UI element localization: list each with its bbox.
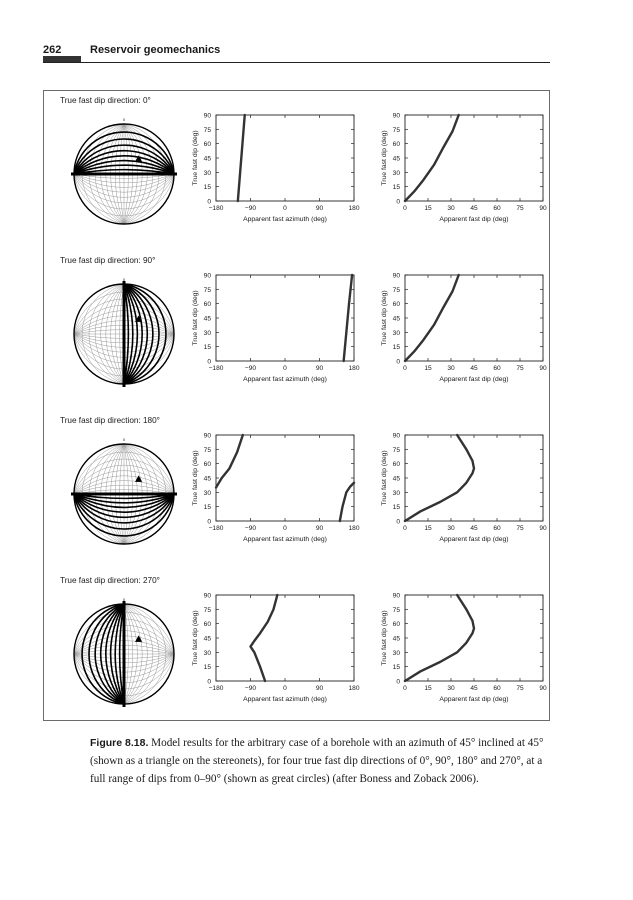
y-tick-label: 60 bbox=[392, 301, 400, 309]
x-tick-label: 90 bbox=[539, 365, 547, 372]
y-tick-label: 30 bbox=[392, 329, 400, 337]
row-title: True fast dip direction: 270° bbox=[60, 576, 160, 585]
y-tick-label: 45 bbox=[203, 155, 211, 163]
dip-zero-bar bbox=[71, 173, 177, 176]
x-tick-label: 15 bbox=[424, 525, 432, 532]
x-tick-label: 90 bbox=[315, 525, 324, 532]
y-tick-label: 0 bbox=[207, 518, 211, 526]
y-axis-label: True fast dip (deg) bbox=[381, 290, 388, 346]
figure-caption bbox=[90, 734, 550, 788]
x-tick-label: 0 bbox=[283, 685, 287, 692]
x-tick-label: 60 bbox=[493, 525, 501, 532]
y-tick-label: 60 bbox=[203, 621, 211, 629]
y-tick-label: 45 bbox=[203, 475, 211, 483]
row-title: True fast dip direction: 0° bbox=[60, 96, 151, 105]
dip-zero-bar bbox=[71, 493, 177, 496]
x-tick-label: −90 bbox=[244, 685, 257, 692]
y-tick-label: 0 bbox=[207, 358, 211, 366]
x-tick-label: 30 bbox=[447, 205, 455, 212]
y-tick-label: 30 bbox=[203, 649, 211, 657]
row-title: True fast dip direction: 180° bbox=[60, 416, 160, 425]
y-tick-label: 45 bbox=[392, 635, 400, 643]
x-tick-label: 30 bbox=[447, 685, 455, 692]
x-tick-label: 60 bbox=[493, 685, 501, 692]
y-tick-label: 90 bbox=[203, 432, 211, 440]
y-tick-label: 15 bbox=[392, 664, 400, 672]
row-title: True fast dip direction: 90° bbox=[60, 256, 156, 265]
y-axis-label: True fast dip (deg) bbox=[192, 290, 199, 346]
y-tick-label: 0 bbox=[396, 518, 400, 526]
x-tick-label: 180 bbox=[348, 685, 360, 692]
y-tick-label: 75 bbox=[203, 606, 211, 614]
y-tick-label: 90 bbox=[392, 112, 400, 120]
y-tick-label: 45 bbox=[203, 635, 211, 643]
x-tick-label: 15 bbox=[424, 365, 432, 372]
x-tick-label: 180 bbox=[348, 525, 360, 532]
x-tick-label: 90 bbox=[539, 205, 547, 212]
y-tick-label: 75 bbox=[203, 126, 211, 134]
x-tick-label: 90 bbox=[315, 685, 324, 692]
y-tick-label: 0 bbox=[207, 198, 211, 206]
y-tick-label: 30 bbox=[392, 649, 400, 657]
y-tick-label: 15 bbox=[392, 504, 400, 512]
x-tick-label: 45 bbox=[470, 685, 478, 692]
y-tick-label: 75 bbox=[203, 286, 211, 294]
y-tick-label: 90 bbox=[203, 592, 211, 600]
great-circle-family bbox=[82, 366, 633, 900]
x-tick-label: 15 bbox=[424, 205, 432, 212]
y-tick-label: 15 bbox=[203, 184, 211, 192]
y-tick-label: 45 bbox=[392, 155, 400, 163]
x-tick-label: 45 bbox=[470, 525, 478, 532]
y-tick-label: 15 bbox=[392, 344, 400, 352]
y-tick-label: 15 bbox=[203, 344, 211, 352]
y-tick-label: 90 bbox=[203, 112, 211, 120]
plot-frame bbox=[216, 115, 354, 201]
dip-panel bbox=[381, 593, 547, 704]
y-tick-label: 30 bbox=[392, 169, 400, 177]
x-tick-label: 60 bbox=[493, 205, 501, 212]
y-tick-label: 45 bbox=[392, 475, 400, 483]
plot-frame bbox=[216, 275, 354, 361]
plot-frame bbox=[405, 115, 543, 201]
y-tick-label: 15 bbox=[203, 504, 211, 512]
y-tick-label: 45 bbox=[203, 315, 211, 323]
grid-longitude bbox=[120, 0, 633, 462]
y-tick-label: 0 bbox=[396, 678, 400, 686]
x-tick-label: 15 bbox=[424, 685, 432, 692]
x-tick-label: 0 bbox=[283, 205, 287, 212]
y-tick-label: 60 bbox=[392, 621, 400, 629]
y-tick-label: 90 bbox=[203, 272, 211, 280]
north-label: 0 bbox=[122, 277, 126, 282]
x-tick-label: 75 bbox=[516, 205, 524, 212]
x-tick-label: 0 bbox=[403, 365, 407, 372]
x-tick-label: 0 bbox=[403, 525, 407, 532]
x-tick-label: 75 bbox=[516, 685, 524, 692]
y-tick-label: 60 bbox=[203, 461, 211, 469]
x-tick-label: 0 bbox=[403, 205, 407, 212]
y-tick-label: 15 bbox=[203, 664, 211, 672]
x-tick-label: 75 bbox=[516, 365, 524, 372]
y-axis-label: True fast dip (deg) bbox=[381, 450, 388, 506]
dip-panel bbox=[381, 433, 547, 544]
y-tick-label: 75 bbox=[392, 606, 400, 614]
x-tick-label: −90 bbox=[244, 365, 257, 372]
y-tick-label: 0 bbox=[396, 198, 400, 206]
x-tick-label: −180 bbox=[208, 525, 224, 532]
caption-text: Model results for the arbitrary case of a borehole with an azimuth of 45° inclined at 45° (shown as a triangle on the stereonets), for four true fast dip directions of 0°, 90°, 180° and 270°, at a full range of dips from 0–90° (shown as great circles) (after Boness and Zoback 2006). bbox=[90, 737, 544, 785]
x-axis-label: Apparent fast azimuth (deg) bbox=[243, 536, 327, 543]
x-axis-label: Apparent fast dip (deg) bbox=[439, 376, 509, 383]
x-tick-label: 60 bbox=[493, 365, 501, 372]
x-axis-label: Apparent fast azimuth (deg) bbox=[243, 216, 327, 223]
y-tick-label: 60 bbox=[392, 461, 400, 469]
x-tick-label: 90 bbox=[315, 205, 324, 212]
y-tick-label: 75 bbox=[203, 446, 211, 454]
azimuth-panel bbox=[192, 273, 360, 384]
x-tick-label: −180 bbox=[208, 365, 224, 372]
y-tick-label: 75 bbox=[392, 446, 400, 454]
y-tick-label: 30 bbox=[203, 329, 211, 337]
x-tick-label: −180 bbox=[208, 205, 224, 212]
y-axis-label: True fast dip (deg) bbox=[192, 450, 199, 506]
x-axis-label: Apparent fast azimuth (deg) bbox=[243, 376, 327, 383]
north-label: 0 bbox=[122, 597, 126, 602]
y-tick-label: 60 bbox=[203, 301, 211, 309]
x-tick-label: 90 bbox=[315, 365, 324, 372]
y-tick-label: 30 bbox=[203, 489, 211, 497]
grid-longitude bbox=[0, 0, 128, 462]
x-tick-label: 75 bbox=[516, 525, 524, 532]
y-axis-label: True fast dip (deg) bbox=[381, 610, 388, 666]
y-tick-label: 0 bbox=[396, 358, 400, 366]
grid-latitude bbox=[0, 490, 412, 900]
y-tick-label: 60 bbox=[203, 141, 211, 149]
x-tick-label: 30 bbox=[447, 365, 455, 372]
azimuth-panel bbox=[192, 433, 360, 544]
x-tick-label: 0 bbox=[283, 525, 287, 532]
x-tick-label: 180 bbox=[348, 205, 360, 212]
x-tick-label: 0 bbox=[403, 685, 407, 692]
y-tick-label: 30 bbox=[392, 489, 400, 497]
x-tick-label: 30 bbox=[447, 525, 455, 532]
x-tick-label: −90 bbox=[244, 205, 257, 212]
plot-frame bbox=[216, 595, 354, 681]
x-tick-label: −90 bbox=[244, 525, 257, 532]
plot-frame bbox=[216, 435, 354, 521]
dip-panel bbox=[381, 273, 547, 384]
x-axis-label: Apparent fast dip (deg) bbox=[439, 696, 509, 703]
x-tick-label: −180 bbox=[208, 685, 224, 692]
azimuth-panel bbox=[192, 593, 360, 704]
page-number: 262 bbox=[43, 44, 62, 56]
x-tick-label: 90 bbox=[539, 525, 547, 532]
y-axis-label: True fast dip (deg) bbox=[192, 610, 199, 666]
running-title: Reservoir geomechanics bbox=[90, 44, 221, 56]
y-tick-label: 30 bbox=[203, 169, 211, 177]
y-tick-label: 90 bbox=[392, 272, 400, 280]
x-tick-label: 0 bbox=[283, 365, 287, 372]
y-tick-label: 45 bbox=[392, 315, 400, 323]
x-axis-label: Apparent fast dip (deg) bbox=[439, 536, 509, 543]
y-tick-label: 90 bbox=[392, 592, 400, 600]
y-tick-label: 75 bbox=[392, 126, 400, 134]
y-tick-label: 75 bbox=[392, 286, 400, 294]
dip-panel bbox=[381, 113, 547, 224]
x-tick-label: 45 bbox=[470, 365, 478, 372]
x-tick-label: 90 bbox=[539, 685, 547, 692]
x-tick-label: 180 bbox=[348, 365, 360, 372]
caption-label: Figure 8.18. bbox=[90, 737, 149, 749]
y-axis-label: True fast dip (deg) bbox=[192, 130, 199, 186]
y-tick-label: 60 bbox=[392, 141, 400, 149]
x-tick-label: 45 bbox=[470, 205, 478, 212]
y-tick-label: 90 bbox=[392, 432, 400, 440]
y-tick-label: 0 bbox=[207, 678, 211, 686]
x-axis-label: Apparent fast dip (deg) bbox=[439, 216, 509, 223]
azimuth-panel bbox=[192, 113, 360, 224]
plot-frame bbox=[405, 275, 543, 361]
north-label: 0 bbox=[122, 437, 126, 442]
x-axis-label: Apparent fast azimuth (deg) bbox=[243, 696, 327, 703]
north-label: 0 bbox=[122, 117, 126, 122]
y-tick-label: 15 bbox=[392, 184, 400, 192]
y-axis-label: True fast dip (deg) bbox=[381, 130, 388, 186]
